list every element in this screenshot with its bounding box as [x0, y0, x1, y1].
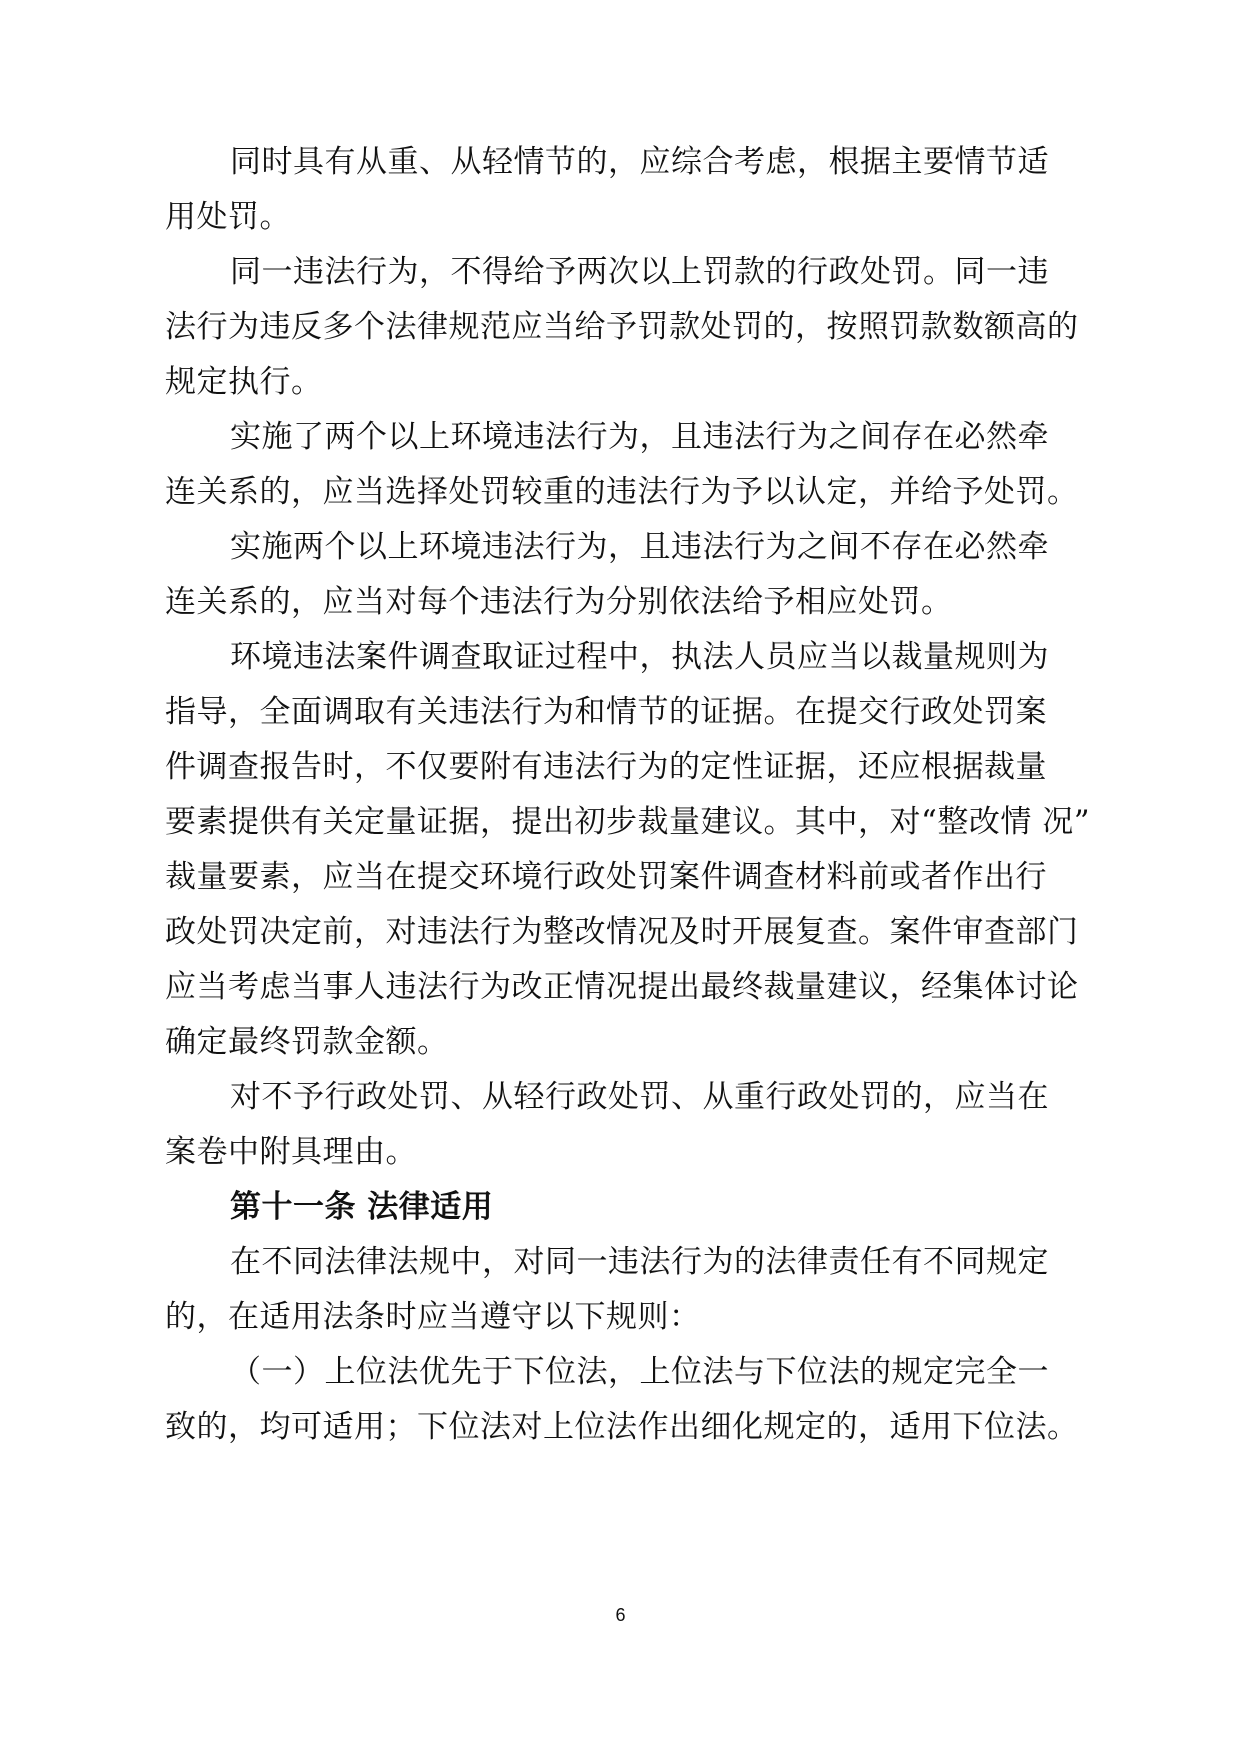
- paragraph-line: 同一违法行为，不得给予两次以上罚款的行政处罚。同一违: [230, 254, 1049, 290]
- paragraph-line: 政处罚决定前，对违法行为整改情况及时开展复查。案件审查部门: [165, 914, 1079, 950]
- paragraph-line: 确定最终罚款金额。: [165, 1024, 449, 1060]
- paragraph-line: 规定执行。: [165, 364, 323, 400]
- paragraph-line: 实施两个以上环境违法行为，且违法行为之间不存在必然牵: [230, 529, 1049, 565]
- paragraph-line: 件调查报告时，不仅要附有违法行为的定性证据，还应根据裁量: [165, 749, 1047, 785]
- paragraph-line: 用处罚。: [165, 199, 291, 235]
- paragraph-line: 应当考虑当事人违法行为改正情况提出最终裁量建议，经集体讨论: [165, 969, 1079, 1005]
- page-number: 6: [615, 1605, 626, 1625]
- paragraph-line: （一）上位法优先于下位法，上位法与下位法的规定完全一: [230, 1354, 1049, 1390]
- paragraph-line: 案卷中附具理由。: [165, 1134, 417, 1170]
- paragraph-line: 法行为违反多个法律规范应当给予罚款处罚的，按照罚款数额高的: [165, 309, 1079, 345]
- paragraph-line: 致的，均可适用；下位法对上位法作出细化规定的，适用下位法。: [165, 1409, 1079, 1445]
- paragraph-line: 在不同法律法规中，对同一违法行为的法律责任有不同规定: [230, 1244, 1049, 1280]
- paragraph-line: 实施了两个以上环境违法行为，且违法行为之间存在必然牵: [230, 419, 1049, 455]
- paragraph-line: 要素提供有关定量证据，提出初步裁量建议。其中，对“整改情 况”: [165, 804, 1091, 840]
- paragraph-line: 连关系的，应当选择处罚较重的违法行为予以认定，并给予处罚。: [165, 474, 1079, 510]
- paragraph-line: 指导，全面调取有关违法行为和情节的证据。在提交行政处罚案: [165, 694, 1047, 730]
- paragraph-line: 对不予行政处罚、从轻行政处罚、从重行政处罚的，应当在: [230, 1079, 1049, 1115]
- paragraph-line: 同时具有从重、从轻情节的，应综合考虑，根据主要情节适: [230, 144, 1049, 180]
- article-heading: 第十一条 法律适用: [230, 1189, 494, 1225]
- paragraph-line: 裁量要素，应当在提交环境行政处罚案件调查材料前或者作出行: [165, 859, 1047, 895]
- paragraph-line: 的，在适用法条时应当遵守以下规则：: [165, 1299, 701, 1335]
- paragraph-line: 环境违法案件调查取证过程中，执法人员应当以裁量规则为: [230, 639, 1049, 675]
- paragraph-line: 连关系的，应当对每个违法行为分别依法给予相应处罚。: [165, 584, 953, 620]
